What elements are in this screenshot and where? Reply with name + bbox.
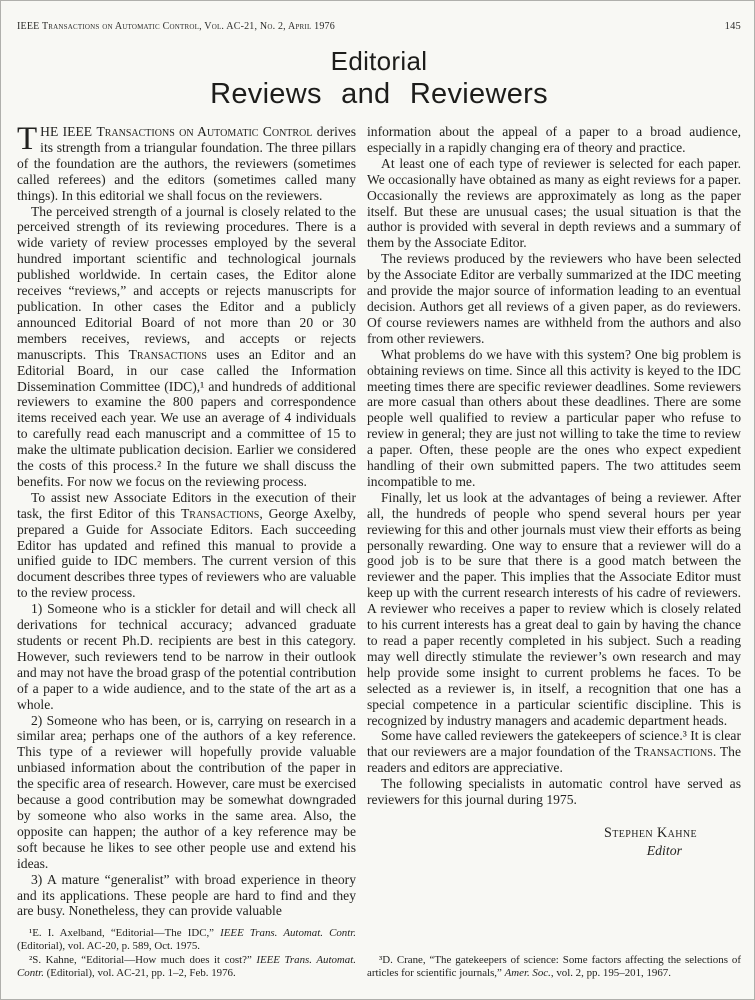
paragraph [367, 124, 741, 156]
paragraph [17, 121, 357, 204]
paragraph [367, 776, 741, 808]
footnote [17, 927, 356, 953]
paragraph [17, 601, 356, 712]
text-run: ¹E. I. Axelband, “Editorial—The IDC,” [29, 927, 221, 940]
right-footnotes [367, 954, 741, 991]
paragraph [367, 490, 741, 729]
text-run: What problems do we have with this system? One big problem is obtaining reviews on time. Since all this activity is keyed to the IDC meeting times there are specific reviewer deadlines. Some reviewers are more casual than others about these deadlines. There are some people well qualified to review a particular paper who refuse to review in general; they are just not willing to take the time to review a paper. Often, these people are the ones who expect expedient handling of their own submitted papers. The two attitudes seem incompatible to me. [367, 346, 741, 489]
paragraph [17, 490, 356, 601]
title-block [17, 46, 741, 111]
text-run: 3) A mature “generalist” with broad experience in theory and its applications. These people are hard to find and they are busy. Nonetheless, they can provide valuable [17, 871, 356, 919]
text-run: ²S. Kahne, “Editorial—How much does it cost?” [29, 953, 257, 966]
text-run: (Editorial), vol. AC-21, pp. 1–2, Feb. 1976. [43, 966, 236, 979]
text-run: Stephen Kahne [604, 824, 697, 841]
paragraph [367, 728, 741, 776]
text-run: The perceived strength of a journal is closely related to the perceived strength of its reviewing procedures. There is a wide variety of review processes employed by the several hundred important scientific and technological journals published worldwide. In certain cases, the Editor alone receives “reviews,” and accepts or rejects manuscripts for publication. In other cases the Editor and a publicly announced Editorial Board of not more than 20 or 30 members receives, reviews, and accepts or rejects manuscripts. This [17, 203, 356, 362]
right-column-text [367, 124, 741, 808]
text-run: IEEE Transactions on Automatic Control, Vol. AC-21, No. 2, April 1976 [17, 21, 335, 32]
text-run: Transactions [634, 744, 713, 760]
text-run: , vol. 2, pp. 195–201, 1967. [550, 966, 671, 979]
paragraph [367, 156, 741, 251]
running-head [17, 21, 741, 32]
footnote [17, 954, 356, 980]
text-run: ³D. Crane, “The gatekeepers of science: Some factors affecting the selections of articles for scientific journals,” [367, 953, 741, 979]
two-column-body [17, 121, 742, 991]
text-run: The reviews produced by the reviewers who have been selected by the Associate Editor are verbally summarized at the IDC meeting and provide the major source of information leading to an eventual decision. Authors get all reviews of a given paper, as do reviewers. Of course reviewers names are withheld from the authors and also from other reviewers. [367, 251, 741, 346]
text-run: information about the appeal of a paper to a broad audience, especially in a rapidly changing era of theory and practice. [367, 124, 741, 155]
text-run: Amer. Soc. [504, 966, 551, 979]
text-run: Finally, let us look at the advantages of being a reviewer. After all, the hundreds of people who spend several hours per year reviewing for this and other journals must view their efforts as being personally rewarding. One way to ensure that a reviewer will do a good job is to be sure that there is a good match between the reviewer and the paper. This implies that the Associate Editor must keep up with the current research interests of his cadre of reviewers. A reviewer who receives a paper to review which is closely related to his current interests has a great deal to gain by having the chance to read a paper recently completed in his subject. Such a reading may well directly stimulate the reviewer’s own research and may help provide some insight to current problems he faces. To be selected as a reviewer is, in itself, a recognition that one has a special competence in a particular scientific discipline. This is recognized by industry managers and academic department heads. [367, 489, 741, 728]
text-run: Transactions [128, 346, 207, 362]
page-number: 145 [724, 21, 741, 32]
signature-role: Editor [646, 842, 682, 858]
drop-cap: T [17, 121, 38, 157]
paragraph [17, 713, 356, 872]
text-run: At least one of each type of reviewer is selected for each paper. We occasionally have obtained as many as eight reviews for a paper. Occasionally the reviews are approximately as long as the paper itself. But these are unusual cases; the usual situation is that the author is provided with several in depth reviews and a summary of them by the Associate Editor. [367, 155, 741, 251]
paragraph [17, 204, 356, 490]
left-footnotes [17, 927, 356, 991]
signature-block [367, 825, 741, 859]
right-column [367, 124, 741, 991]
text-run: uses an Editor and an Editorial Board, in our case called the Information Dissemination Committee (IDC),¹ and hundreds of additional reviewers to examine the 800 papers and correspondence items received each year. We use an average of 4 individuals to carefully read each manuscript and a committee of 15 to make the ultimate publication decision. Earlier we considered the costs of this process.² In the future we shall discuss the benefits. For now we focus on the reviewing process. [17, 346, 356, 489]
text-run: Some have called reviewers the gatekeepers of science.³ It is clear that our reviewers are a major foundation of the [367, 728, 741, 760]
text-run: IEEE Trans. Automat. Contr. [220, 927, 356, 940]
text-run: 1) Someone who is a stickler for detail and will check all derivations for technical accuracy; advanced graduate students or recent Ph.D. recipients are best in this category. However, such reviewers tend to be narrow in their outlook and may not have the broad grasp of the potential contribution of a paper to a wide audience, and to the state of the art as a whole. [17, 601, 356, 712]
text-run: 2) Someone who has been, or is, carrying on research in a similar area; perhaps one of the authors of a key reference. This type of a reviewer will hopefully provide valuable unbiased information about the contribution of the paper in the specific area of research. However, care must be exercised because a good contribution may be somewhat downgraded by someone who also works in the same area. Also, the opposite can happen; the author of a key reference may be soft because he likes to see other people use and extend his ideas. [17, 712, 356, 871]
editorial-title: Editorial [330, 46, 428, 76]
text-run: Transactions on Automatic Control [96, 124, 313, 139]
text-run: HE IEEE [40, 124, 97, 139]
editorial-subtitle: Reviews and Reviewers [210, 78, 548, 110]
journal-header-line [17, 21, 335, 32]
text-run: (Editorial), vol. AC-20, p. 589, Oct. 1975. [17, 940, 201, 953]
text-run: Transactions [180, 505, 260, 521]
text-run: The following specialists in automatic control have served as reviewers for this journal during 1975. [367, 776, 741, 808]
paragraph [17, 872, 356, 920]
text-run: derives its strength from a triangular foundation. The three pillars of the foundation are the authors, the reviewers (sometimes called referees) and the editors (sometimes called many things). In this editorial we shall focus on the reviewers. [17, 124, 357, 203]
signature-name [367, 825, 697, 842]
paragraph [367, 251, 741, 346]
text-run: . The readers and editors are appreciative. [367, 744, 742, 776]
text-run: , George Axelby, prepared a Guide for Associate Editors. Each succeeding Editor has updated and refined this manual to provide a unified guide to IDC members. The current version of this document describes three types of reviewers who are valuable to the review process. [17, 505, 356, 601]
text-run: IEEE Trans. Automat. Contr. [17, 953, 356, 979]
left-column-text [17, 121, 357, 919]
footnote [367, 954, 741, 980]
paragraph [367, 347, 741, 490]
left-column [17, 121, 357, 991]
text-run: To assist new Associate Editors in the execution of their task, the first Editor of this [17, 489, 356, 521]
